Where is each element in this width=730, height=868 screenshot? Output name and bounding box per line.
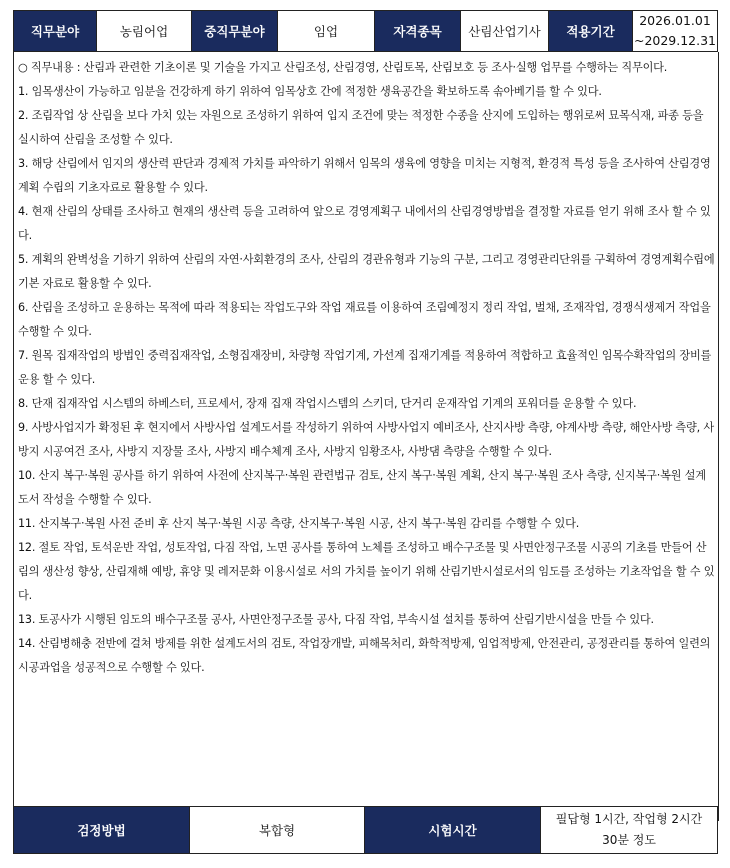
header-table <box>13 10 718 52</box>
method-value: 복합형 <box>190 807 365 854</box>
footer-table <box>13 806 718 854</box>
job-description <box>13 52 719 821</box>
job-item-5: 5. 계획의 완벽성을 기하기 위하여 산림의 자연·사회환경의 조사, 산림의 경관유형과 기능의 구분, 그리고 경영관리단위를 구획하여 경영계획수립에 기본 자료로 활용할 수 있다. <box>18 253 715 290</box>
subfield-label: 중직무분야 <box>192 11 278 52</box>
job-item-9: 9. 사방사업지가 확정된 후 현지에서 사방사업 설계도서를 작성하기 위하여 사방사업지 예비조사, 산지사방 측량, 야계사방 측량, 해안사방 측량, 사방지 시공여건 조사, 사방지 지장물 조사, 사방지 배수체계 조사, 사방지 임황조사, 사방댐 측량을 수행할 수 있다. <box>18 421 714 458</box>
period-label: 적용기간 <box>549 11 633 52</box>
job-item-3: 3. 해당 산림에서 임지의 생산력 판단과 경제적 가치를 파악하기 위해서 임목의 생육에 영향을 미치는 지형적, 환경적 특성 등을 조사하여 산림경영계획 수립의 기초자료로 활용할 수 있다. <box>18 157 711 194</box>
period-value <box>633 11 718 52</box>
job-item-11: 11. 산지복구·복원 사전 준비 후 산지 복구·복원 시공 측량, 산지복구·복원 시공, 산지 복구·복원 감리를 수행할 수 있다. <box>18 517 580 530</box>
cert-label: 자격종목 <box>375 11 461 52</box>
job-item-4: 4. 현재 산림의 상태를 조사하고 현재의 생산력 등을 고려하여 앞으로 경영계획구 내에서의 산림경영방법을 결정할 자료를 얻기 위해 조사 할 수 있다. <box>18 205 711 242</box>
job-item-12: 12. 절토 작업, 토석운반 작업, 성토작업, 다짐 작업, 노면 공사를 통하여 노체를 조성하고 배수구조물 및 사면안정구조물 시공의 기초를 만들어 산림의 생산성 향상, 산림재해 예방, 휴양 및 레저문화 이용시설로 서의 가치를 높이기 위해 산림기반시설로서의 임도를 조성하는 기초작업을 할 수 있다. <box>18 541 715 602</box>
period-end: ~2029.12.31 <box>633 33 717 48</box>
method-label: 검정방법 <box>14 807 190 854</box>
job-item-8: 8. 단재 집재작업 시스템의 하베스터, 프로세서, 장재 집재 작업시스템의 스키더, 단거리 운재작업 기계의 포워더를 운용할 수 있다. <box>18 397 637 410</box>
job-item-2: 2. 조림작업 상 산림을 보다 가치 있는 자원으로 조성하기 위하여 입지 조건에 맞는 적정한 수종을 산지에 도입하는 행위로써 묘목식재, 파종 등을 실시하여 산림을 조성할 수 있다. <box>18 109 704 146</box>
job-item-6: 6. 산림을 조성하고 운용하는 목적에 따라 적용되는 작업도구와 작업 재료를 이용하여 조림예정지 정리 작업, 벌채, 조재작업, 경쟁식생제거 작업을 수행할 수 있다. <box>18 301 711 338</box>
subfield-value: 임업 <box>278 11 375 52</box>
job-item-13: 13. 토공사가 시행된 임도의 배수구조물 공사, 사면안정구조물 공사, 다짐 작업, 부속시설 설치를 통하여 산림기반시설을 만들 수 있다. <box>18 613 654 626</box>
time-value-line-2: 30분 정도 <box>602 833 656 847</box>
exam-standard-sheet <box>13 10 717 821</box>
job-item-7: 7. 원목 집재작업의 방법인 중력집재작업, 소형집재장비, 차량형 작업기계, 가선계 집재기계를 적용하여 적합하고 효율적인 임목수확작업의 장비를 운용 할 수 있다. <box>18 349 712 386</box>
job-item-10: 10. 산지 복구·복원 공사를 하기 위하여 사전에 산지복구·복원 관련법규 검토, 산지 복구·복원 계획, 산지 복구·복원 조사 측량, 신지복구·복원 설계도서 작성을 수행할 수 있다. <box>18 469 706 506</box>
job-item-14: 14. 산림병해충 전반에 걸쳐 방제를 위한 설계도서의 검토, 작업장개발, 피해목처리, 화학적방제, 임업적방제, 안전관리, 공정관리를 통하여 일련의 시공과업을 성공적으로 수행할 수 있다. <box>18 637 711 674</box>
job-intro: ○ 직무내용 : 산림과 관련한 기초이론 및 기술을 가지고 산림조성, 산림경영, 산림토목, 산림보호 등 조사·실행 업무를 수행하는 직무이다. <box>18 61 668 74</box>
job-item-1: 1. 임목생산이 가능하고 임분을 건강하게 하기 위하여 임목상호 간에 적정한 생육공간을 확보하도록 솎아베기를 할 수 있다. <box>18 85 602 98</box>
period-start: 2026.01.01 <box>639 13 711 28</box>
time-label: 시험시간 <box>365 807 541 854</box>
cert-value: 산림산업기사 <box>461 11 549 52</box>
footer <box>13 806 717 854</box>
time-value <box>541 807 718 854</box>
field-value: 농림어업 <box>97 11 192 52</box>
time-value-line-1: 필답형 1시간, 작업형 2시간 <box>555 812 703 826</box>
field-label: 직무분야 <box>14 11 97 52</box>
